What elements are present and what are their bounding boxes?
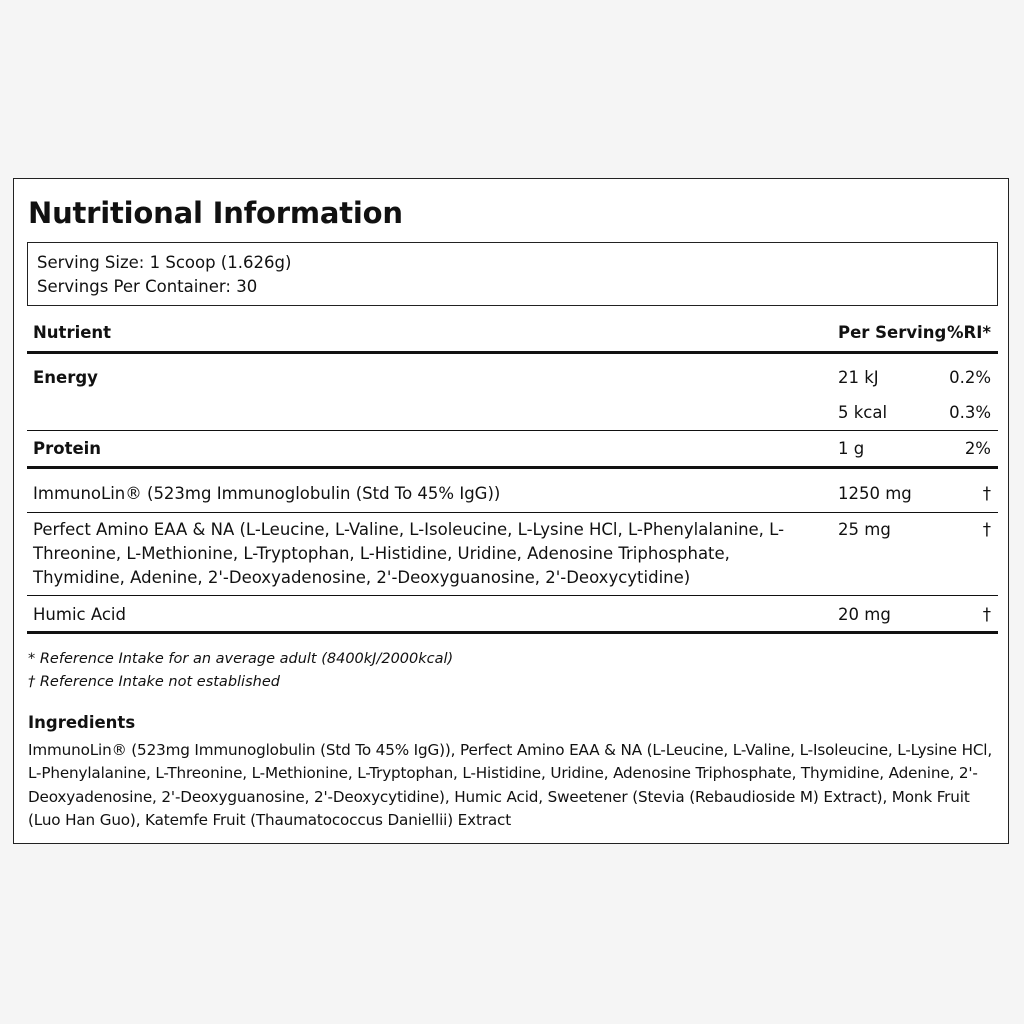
servings-per-container: Servings Per Container: 30 [37,277,258,296]
footnote-not-established: † Reference Intake not established [28,674,280,690]
immunolin-ri: † [982,484,991,503]
page-title: Nutritional Information [28,196,403,230]
perfect-amino-value: 25 mg [838,520,891,539]
energy-kcal-value: 5 kcal [838,403,888,422]
section-divider [27,466,998,469]
nutrition-panel [13,178,1009,844]
humic-acid-value: 20 mg [838,605,891,624]
energy-kj-value: 21 kJ [838,368,879,387]
protein-value: 1 g [838,439,865,458]
humic-acid-label: Humic Acid [33,605,126,624]
perfect-amino-ri: † [982,520,991,539]
immunolin-value: 1250 mg [838,484,912,503]
energy-label: Energy [33,368,98,387]
header-divider [27,351,998,354]
footnote-ri: * Reference Intake for an average adult (8400kJ/2000kcal) [28,651,454,667]
serving-size: Serving Size: 1 Scoop (1.626g) [37,253,292,272]
humic-acid-ri: † [982,605,991,624]
ingredients-text: ImmunoLin® (523mg Immunoglobulin (Std To 45% IgG)), Perfect Amino EAA & NA (L-Leucine, L-Valine, L-Isoleucine, L-Lysine HCl, L-Phenylalanine, L-Threonine, L-Methionine, L-Tryptophan, L-Histidine, Uridine, Adenosine Triphosphate, Thymidine, Adenine, 2'-Deoxyadenosine, 2'-Deoxyguanosine, 2'-Deoxycytidine), Humic Acid, Sweetener (Stevia (Rebaudioside M) Extract), Monk Fruit (Luo Han Guo), Katemfe Fruit (Thaumatococcus Daniellii) Extract [28,741,993,829]
header-ri: %RI* [946,323,991,342]
protein-label: Protein [33,439,102,458]
row-divider [27,512,998,513]
header-per-serving: Per Serving [838,323,947,342]
serving-info-box [27,242,998,306]
row-divider [27,595,998,596]
perfect-amino-label: Perfect Amino EAA & NA (L-Leucine, L-Valine, L-Isoleucine, L-Lysine HCl, L-Phenylalanine, L-Threonine, L-Methionine, L-Tryptophan, L-Histidine, Uridine, Adenosine Triphosphate, Thymidine, Adenine, 2'-Deoxyadenosine, 2'-Deoxyguanosine, 2'-Deoxycytidine) [33,520,785,587]
row-divider [27,430,998,431]
energy-kj-ri: 0.2% [949,368,991,387]
ingredients-heading: Ingredients [28,713,136,732]
protein-ri: 2% [964,439,991,458]
table-bottom-divider [27,631,998,634]
energy-kcal-ri: 0.3% [949,403,991,422]
immunolin-label: ImmunoLin® (523mg Immunoglobulin (Std To 45% IgG)) [33,484,501,503]
header-nutrient: Nutrient [33,323,112,342]
